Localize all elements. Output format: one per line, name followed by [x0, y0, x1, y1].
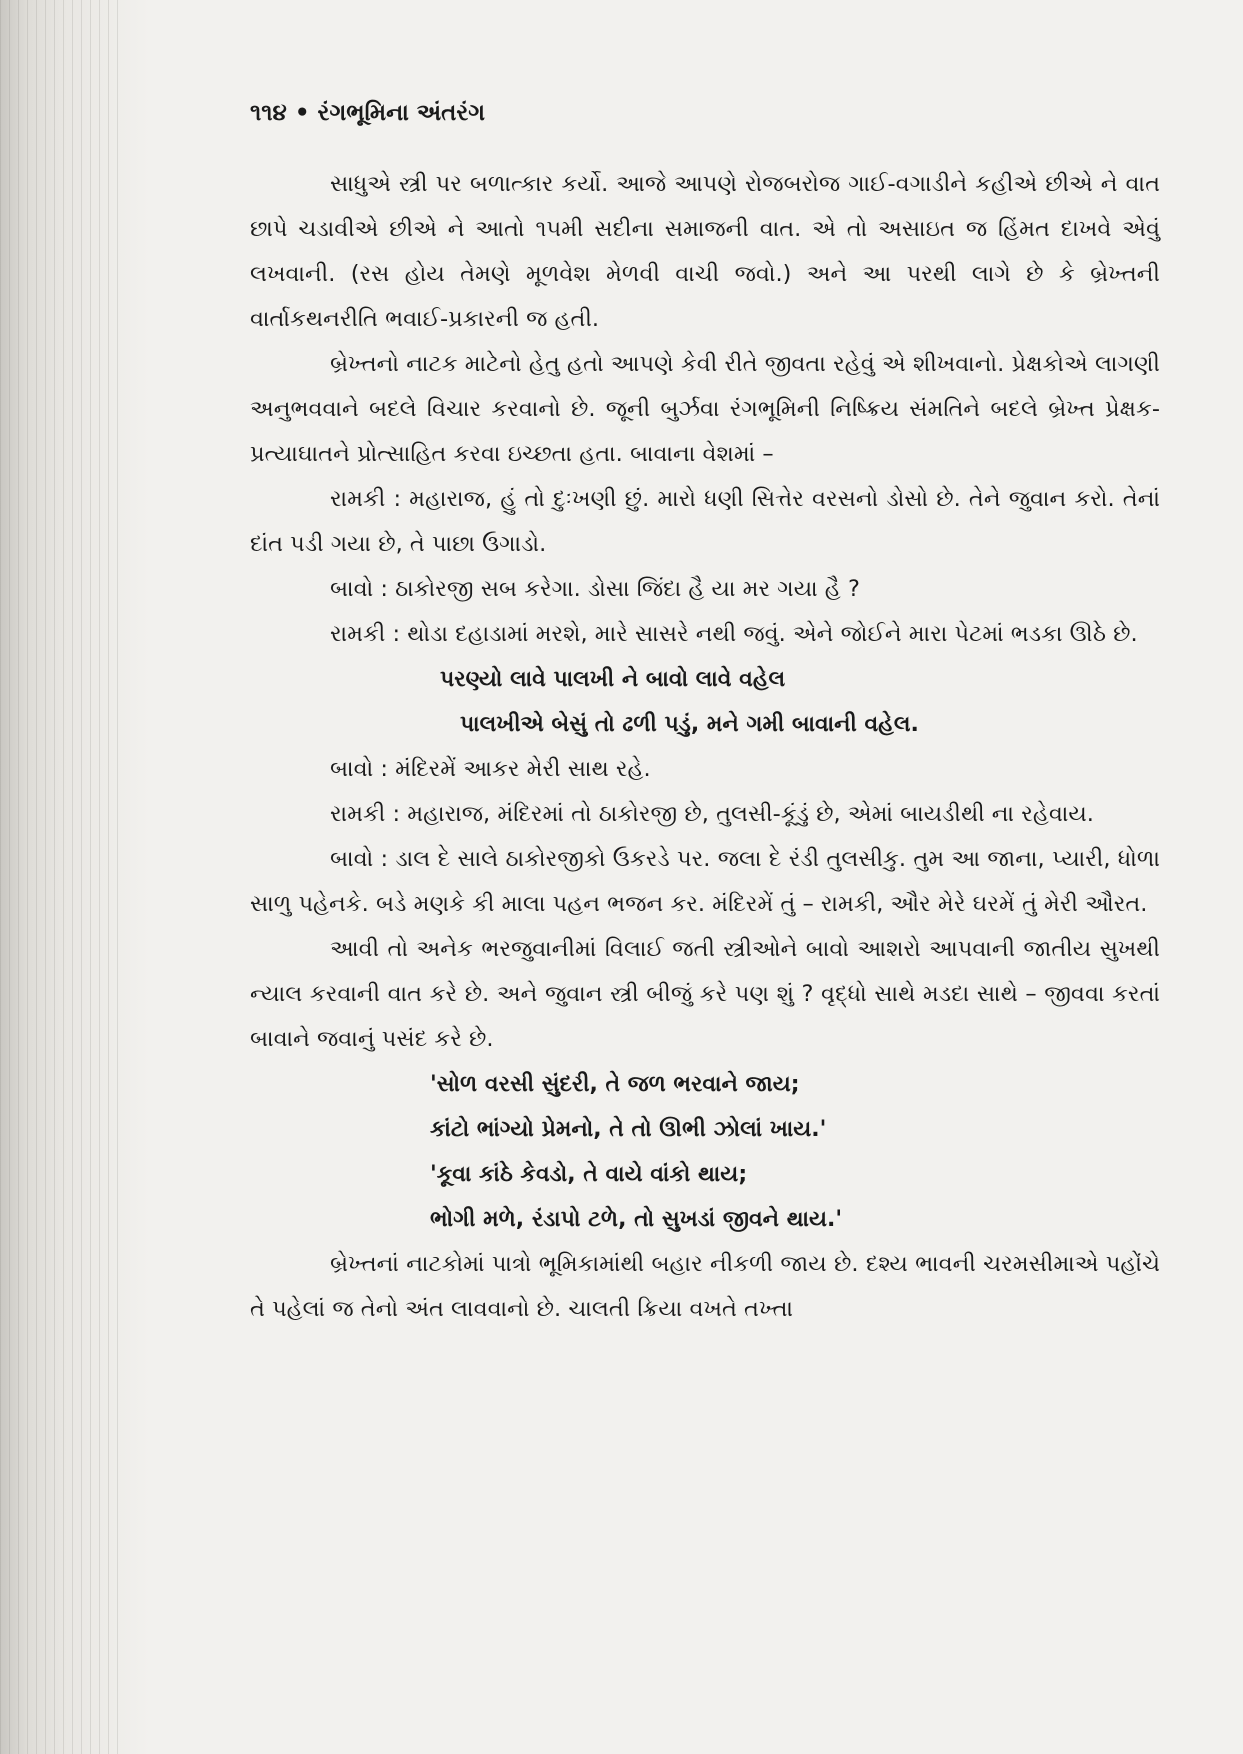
page-body — [250, 162, 1160, 1332]
paragraph-4: બ્રેખ્તનાં નાટકોમાં પાત્રો ભૂમિકામાંથી બહાર નીકળી જાય છે. દશ્ય ભાવની ચરમસીમાએ પહોંચે તે પહેલાં જ તેનો અંત લાવવાનો છે. ચાલતી ક્રિયા વખતે તખ્તા — [250, 1251, 1160, 1322]
dialogue-bavo-2: બાવો : મંદિરમેં આકર મેરી સાથ રહે. — [330, 756, 651, 782]
poem-2-line-1: 'સોળ વરસી સુંદરી, તે જળ ભરવાને જાય; — [430, 1072, 800, 1097]
poem-1-line-1: પરણ્યો લાવે પાલખી ને બાવો લાવે વહેલ — [440, 667, 786, 692]
dialogue-bavo-3: બાવો : ડાલ દે સાલે ઠાકોરજીકો ઉકરડે પર. જલા દે રંડી તુલસીકુ. તુમ આ જાના, પ્યારી, ધોળા સાળુ પહેનકે. બડે મણકે કી માલા પહન ભજન કર. મંદિરમેં તું – રામકી, ઔર મેરે ઘરમેં તું મેરી ઔરત. — [250, 846, 1160, 917]
running-header — [250, 100, 1160, 126]
header-separator: • — [294, 100, 310, 126]
poem-2-line-4: ભોગી મળે, રંડાપો ટળે, તો સુખડાં જીવને થાય.' — [430, 1207, 843, 1232]
dialogue-ramki-2: રામકી : થોડા દહાડામાં મરશે, મારે સાસરે નથી જવું. એને જોઈને મારા પેટમાં ભડકા ઊઠે છે. — [330, 621, 1138, 647]
page-number: ૧૧૪ — [250, 100, 287, 126]
poem-2-line-3: 'કૂવા કાંઠે કેવડો, તે વાયે વાંકો થાય; — [430, 1162, 748, 1187]
dialogue-bavo-1: બાવો : ઠાકોરજી સબ કરેગા. ડોસા જિંદા હૈ યા મર ગયા હૈ ? — [330, 576, 860, 602]
paragraph-1: સાધુએ સ્ત્રી પર બળાત્કાર કર્યો. આજે આપણે રોજબરોજ ગાઈ-વગાડીને કહીએ છીએ ને વાત છાપે ચડાવીએ છીએ ને આતો ૧૫મી સદીના સમાજની વાત. એ તો અસાઇત જ હિંમત દાખવે એવું લખવાની. (રસ હોય તેમણે મૂળવેશ મેળવી વાચી જવો.) અને આ પરથી લાગે છે કે બ્રેખ્તની વાર્તાકથનરીતિ ભવાઈ-પ્રકારની જ હતી. — [250, 171, 1160, 332]
page-edge-lines — [0, 0, 120, 1754]
poem-2-line-2: કાંટો ભાંગ્યો પ્રેમનો, તે તો ઊભી ઝોલાં ખાય.' — [430, 1117, 827, 1142]
paragraph-2: બ્રેખ્તનો નાટક માટેનો હેતુ હતો આપણે કેવી રીતે જીવતા રહેવું એ શીખવાનો. પ્રેક્ષકોએ લાગણી અનુભવવાને બદલે વિચાર કરવાનો છે. જૂની બુર્ઝવા રંગભૂમિની નિષ્ક્રિય સંમતિને બદલે બ્રેખ્ત પ્રેક્ષક-પ્રત્યાઘાતને પ્રોત્સાહિત કરવા ઇચ્છતા હતા. બાવાના વેશમાં – — [250, 351, 1160, 467]
poem-1-line-2: પાલખીએ બેસું તો ઢળી પડું, મને ગમી બાવાની વહેલ. — [460, 712, 919, 737]
dialogue-ramki-1: રામકી : મહારાજ, હું તો દુઃખણી છું. મારો ધણી સિત્તેર વરસનો ડોસો છે. તેને જુવાન કરો. તેનાં દાંત પડી ગયા છે, તે પાછા ઉગાડો. — [250, 486, 1160, 557]
paragraph-3: આવી તો અનેક ભરજુવાનીમાં વિલાઈ જતી સ્ત્રીઓને બાવો આશરો આપવાની જાતીય સુખથી ન્યાલ કરવાની વાત કરે છે. અને જુવાન સ્ત્રી બીજું કરે પણ શું ? વૃદ્ધો સાથે મડદા સાથે – જીવવા કરતાં બાવાને જવાનું પસંદ કરે છે. — [250, 936, 1160, 1052]
dialogue-ramki-3: રામકી : મહારાજ, મંદિરમાં તો ઠાકોરજી છે, તુલસી-કૂંડું છે, એમાં બાયડીથી ના રહેવાય. — [330, 801, 1094, 827]
book-title: રંગભૂમિના અંતરંગ — [317, 100, 486, 126]
book-page — [250, 100, 1160, 1332]
